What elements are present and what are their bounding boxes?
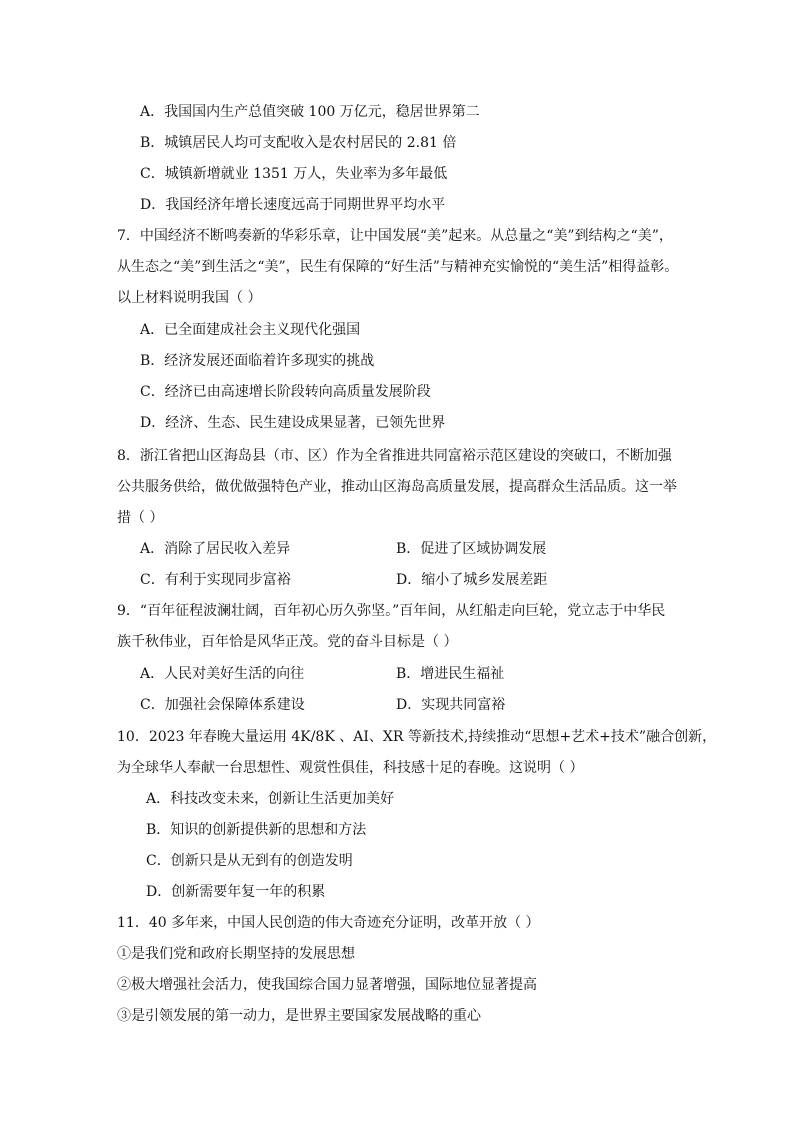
q9-option-a: A．人民对美好生活的向往 — [140, 666, 305, 682]
q9-option-d: D．实现共同富裕 — [396, 697, 506, 713]
q10-option-d: D．创新需要年复一年的积累 — [146, 884, 326, 900]
q11-statement-2: ②极大增强社会活力，使我国综合国力显著增强，国际地位显著提高 — [117, 977, 537, 993]
q7-option-a: A．已全面建成社会主义现代化强国 — [140, 322, 361, 338]
prev-option-a: A．我国国内生产总值突破 100 万亿元，稳居世界第二 — [140, 104, 480, 120]
prev-option-b: B．城镇居民人均可支配收入是农村居民的 2.81 倍 — [140, 135, 457, 151]
prev-option-c: C．城镇新增就业 1351 万人，失业率为多年最低 — [140, 166, 448, 182]
q8-option-a: A．消除了居民收入差异 — [140, 541, 291, 557]
prev-option-d: D．我国经济年增长速度远高于同期世界平均水平 — [140, 197, 446, 213]
q11-statement-3: ③是引领发展的第一动力，是世界主要国家发展战略的重心 — [117, 1008, 481, 1024]
q8-stem-line-3: 措（ ） — [117, 510, 164, 526]
q11-statement-1: ①是我们党和政府长期坚持的发展思想 — [117, 946, 355, 962]
q11-stem-line-1: 11．40 多年来，中国人民创造的伟大奇迹充分证明，改革开放（ ） — [117, 915, 540, 931]
q7-option-c: C．经济已由高速增长阶段转向高质量发展阶段 — [140, 384, 431, 400]
q7-option-d: D．经济、生态、民生建设成果显著，已领先世界 — [140, 415, 446, 431]
q9-stem-line-1: 9．“百年征程波澜壮阔，百年初心历久弥坚。”百年间，从红船走向巨轮，党立志于中华民 — [117, 603, 666, 619]
q8-option-b: B．促进了区域协调发展 — [396, 541, 547, 557]
q9-option-c: C．加强社会保障体系建设 — [140, 697, 305, 713]
q10-stem-line-1: 10．2023 年春晚大量运用 4K/8K 、AI、XR 等新技术,持续推动“思想+艺术+技术”融合创新， — [117, 729, 717, 745]
q10-option-a: A．科技改变未来，创新让生活更加美好 — [146, 791, 395, 807]
q10-option-b: B．知识的创新提供新的思想和方法 — [146, 822, 367, 838]
q10-option-c: C．创新只是从无到有的创造发明 — [146, 853, 353, 869]
q7-option-b: B．经济发展还面临着许多现实的挑战 — [140, 353, 375, 369]
q8-stem-line-2: 公共服务供给，做优做强特色产业，推动山区海岛高质量发展，提高群众生活品质。这一举 — [117, 479, 677, 495]
q10-stem-line-2: 为全球华人奉献一台思想性、观赏性俱佳，科技感十足的春晚。这说明（ ） — [117, 760, 584, 776]
q7-stem-line-2: 从生态之“美”到生活之“美”，民生有保障的“好生活”与精神充实愉悦的“美生活”相得益彰。 — [117, 259, 679, 275]
q7-stem-line-3: 以上材料说明我国（ ） — [117, 290, 262, 306]
q8-option-d: D．缩小了城乡发展差距 — [396, 572, 548, 588]
q7-stem-line-1: 7．中国经济不断鸣奏新的华彩乐章，让中国发展“美”起来。从总量之“美”到结构之“美”， — [117, 228, 673, 244]
q8-stem-line-1: 8．浙江省把山区海岛县（市、区）作为全省推进共同富裕示范区建设的突破口，不断加强 — [117, 448, 672, 464]
q9-stem-line-2: 族千秋伟业，百年恰是风华正茂。党的奋斗目标是（ ） — [117, 634, 458, 650]
q9-option-b: B．增进民生福祉 — [396, 666, 505, 682]
q8-option-c: C．有利于实现同步富裕 — [140, 572, 291, 588]
